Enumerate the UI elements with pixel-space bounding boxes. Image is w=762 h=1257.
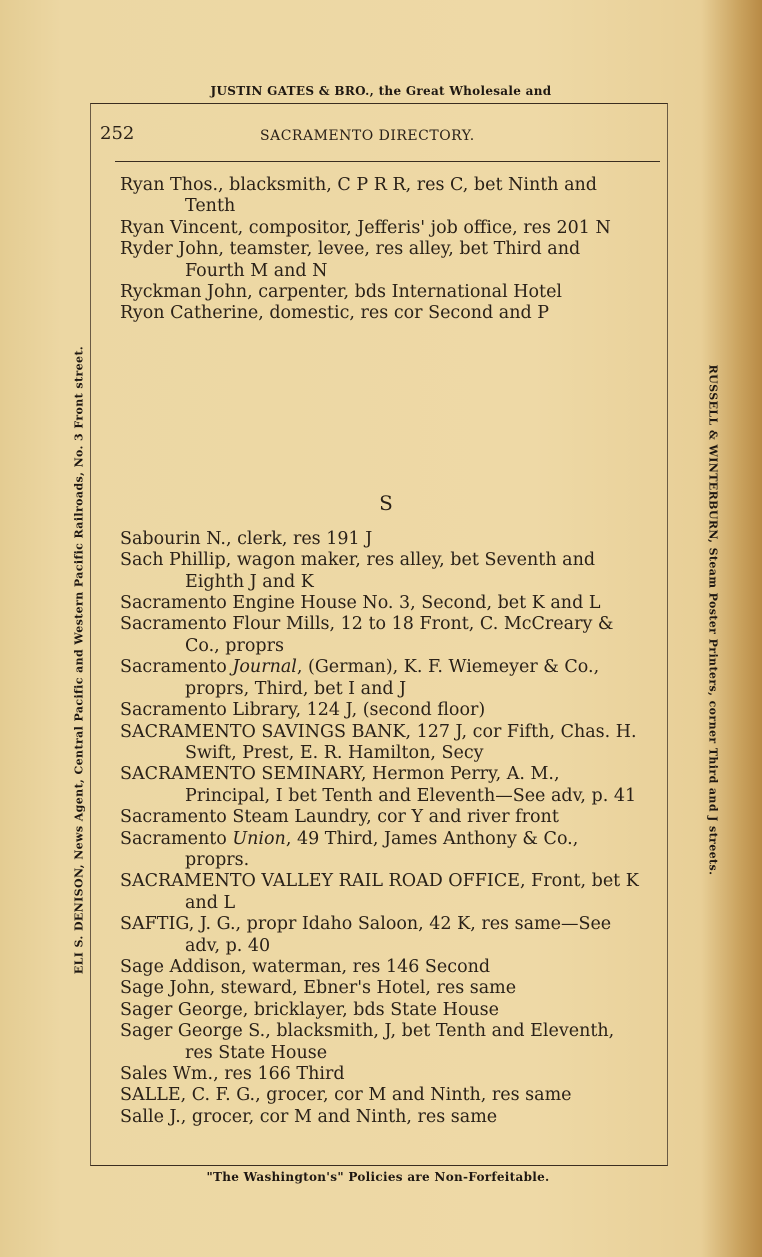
directory-entry: Sage Addison, waterman, res 146 Second	[120, 956, 491, 977]
running-title: SACRAMENTO DIRECTORY.	[260, 128, 475, 144]
directory-entry: Ryder John, teamster, levee, res alley, bet Third and Fourth M and N	[120, 239, 581, 281]
directory-entry	[120, 657, 644, 700]
directory-entry: Salle J., grocer, cor M and Ninth, res same	[120, 1106, 498, 1127]
directory-entry: Sabourin N., clerk, res 191 J	[120, 528, 373, 549]
page-number: 252	[100, 123, 135, 144]
directory-entry: Sales Wm., res 166 Third	[120, 1064, 345, 1084]
directory-entry: Ryckman John, carpenter, bds International Hotel	[120, 282, 563, 303]
directory-entry: Sager George S., blacksmith, J, bet Tenth and Eleventh, res State House	[120, 1021, 615, 1063]
directory-entry: SACRAMENTO SAVINGS BANK, 127 J, cor Fifth, Chas. H. Swift, Prest, E. R. Hamilton, Secy	[120, 721, 637, 763]
directory-entries	[120, 175, 644, 1128]
entry-text: Sacramento	[120, 657, 233, 678]
entry-text: Sacramento	[120, 828, 233, 849]
publication-title: Journal	[232, 657, 297, 678]
bottom-advertisement: "The Washington's" Policies are Non-Forfeitable.	[206, 1170, 550, 1184]
entries-r-list	[120, 175, 644, 325]
directory-entry: Sacramento Library, 124 J, (second floor)	[120, 700, 486, 721]
left-advertisement-text: ELI S. DENISON, News Agent, Central Pacific and Western Pacific Railroads, No. 3 Front street.	[72, 345, 86, 975]
directory-entry: Sacramento Steam Laundry, cor Y and river front	[120, 807, 559, 828]
publication-title: Union	[232, 828, 286, 849]
directory-entry: SAFTIG, J. G., propr Idaho Saloon, 42 K, res same—See adv, p. 40	[120, 914, 612, 956]
right-advertisement-text: RUSSELL & WINTERBURN, Steam Poster Printers, corner Third and J streets.	[706, 364, 720, 876]
entry-text: , 49 Third, James Anthony & Co., proprs.	[185, 828, 579, 870]
directory-entry: Sach Phillip, wagon maker, res alley, bet Seventh and Eighth J and K	[120, 550, 596, 592]
entry-text: , (German), K. F. Wiemeyer & Co., proprs, Third, bet I and J	[185, 657, 600, 699]
directory-entry: Sager George, bricklayer, bds State House	[120, 999, 500, 1020]
header-rule	[115, 161, 660, 162]
top-advertisement: JUSTIN GATES & BRO., the Great Wholesale and	[210, 84, 552, 98]
directory-entry: Ryon Catherine, domestic, res cor Second and P	[120, 303, 550, 324]
directory-entry: Sage John, steward, Ebner's Hotel, res same	[120, 978, 517, 999]
directory-entry: Ryan Thos., blacksmith, C P R R, res C, bet Ninth and Tenth	[120, 175, 598, 217]
directory-entry: Sacramento Engine House No. 3, Second, bet K and L	[120, 593, 601, 614]
entries-s-list	[120, 529, 644, 1128]
directory-entry: SALLE, C. F. G., grocer, cor M and Ninth, res same	[120, 1085, 572, 1106]
directory-entry	[120, 829, 644, 872]
directory-entry: Sacramento Flour Mills, 12 to 18 Front, C. McCreary & Co., proprs	[120, 614, 614, 656]
directory-entry: SACRAMENTO VALLEY RAIL ROAD OFFICE, Front, bet K and L	[120, 871, 639, 913]
directory-entry: Ryan Vincent, compositor, Jefferis' job office, res 201 N	[120, 217, 611, 238]
directory-entry: SACRAMENTO SEMINARY, Hermon Perry, A. M., Principal, I bet Tenth and Eleventh—See adv, p. 41	[120, 764, 637, 806]
section-letter: S	[379, 490, 393, 515]
